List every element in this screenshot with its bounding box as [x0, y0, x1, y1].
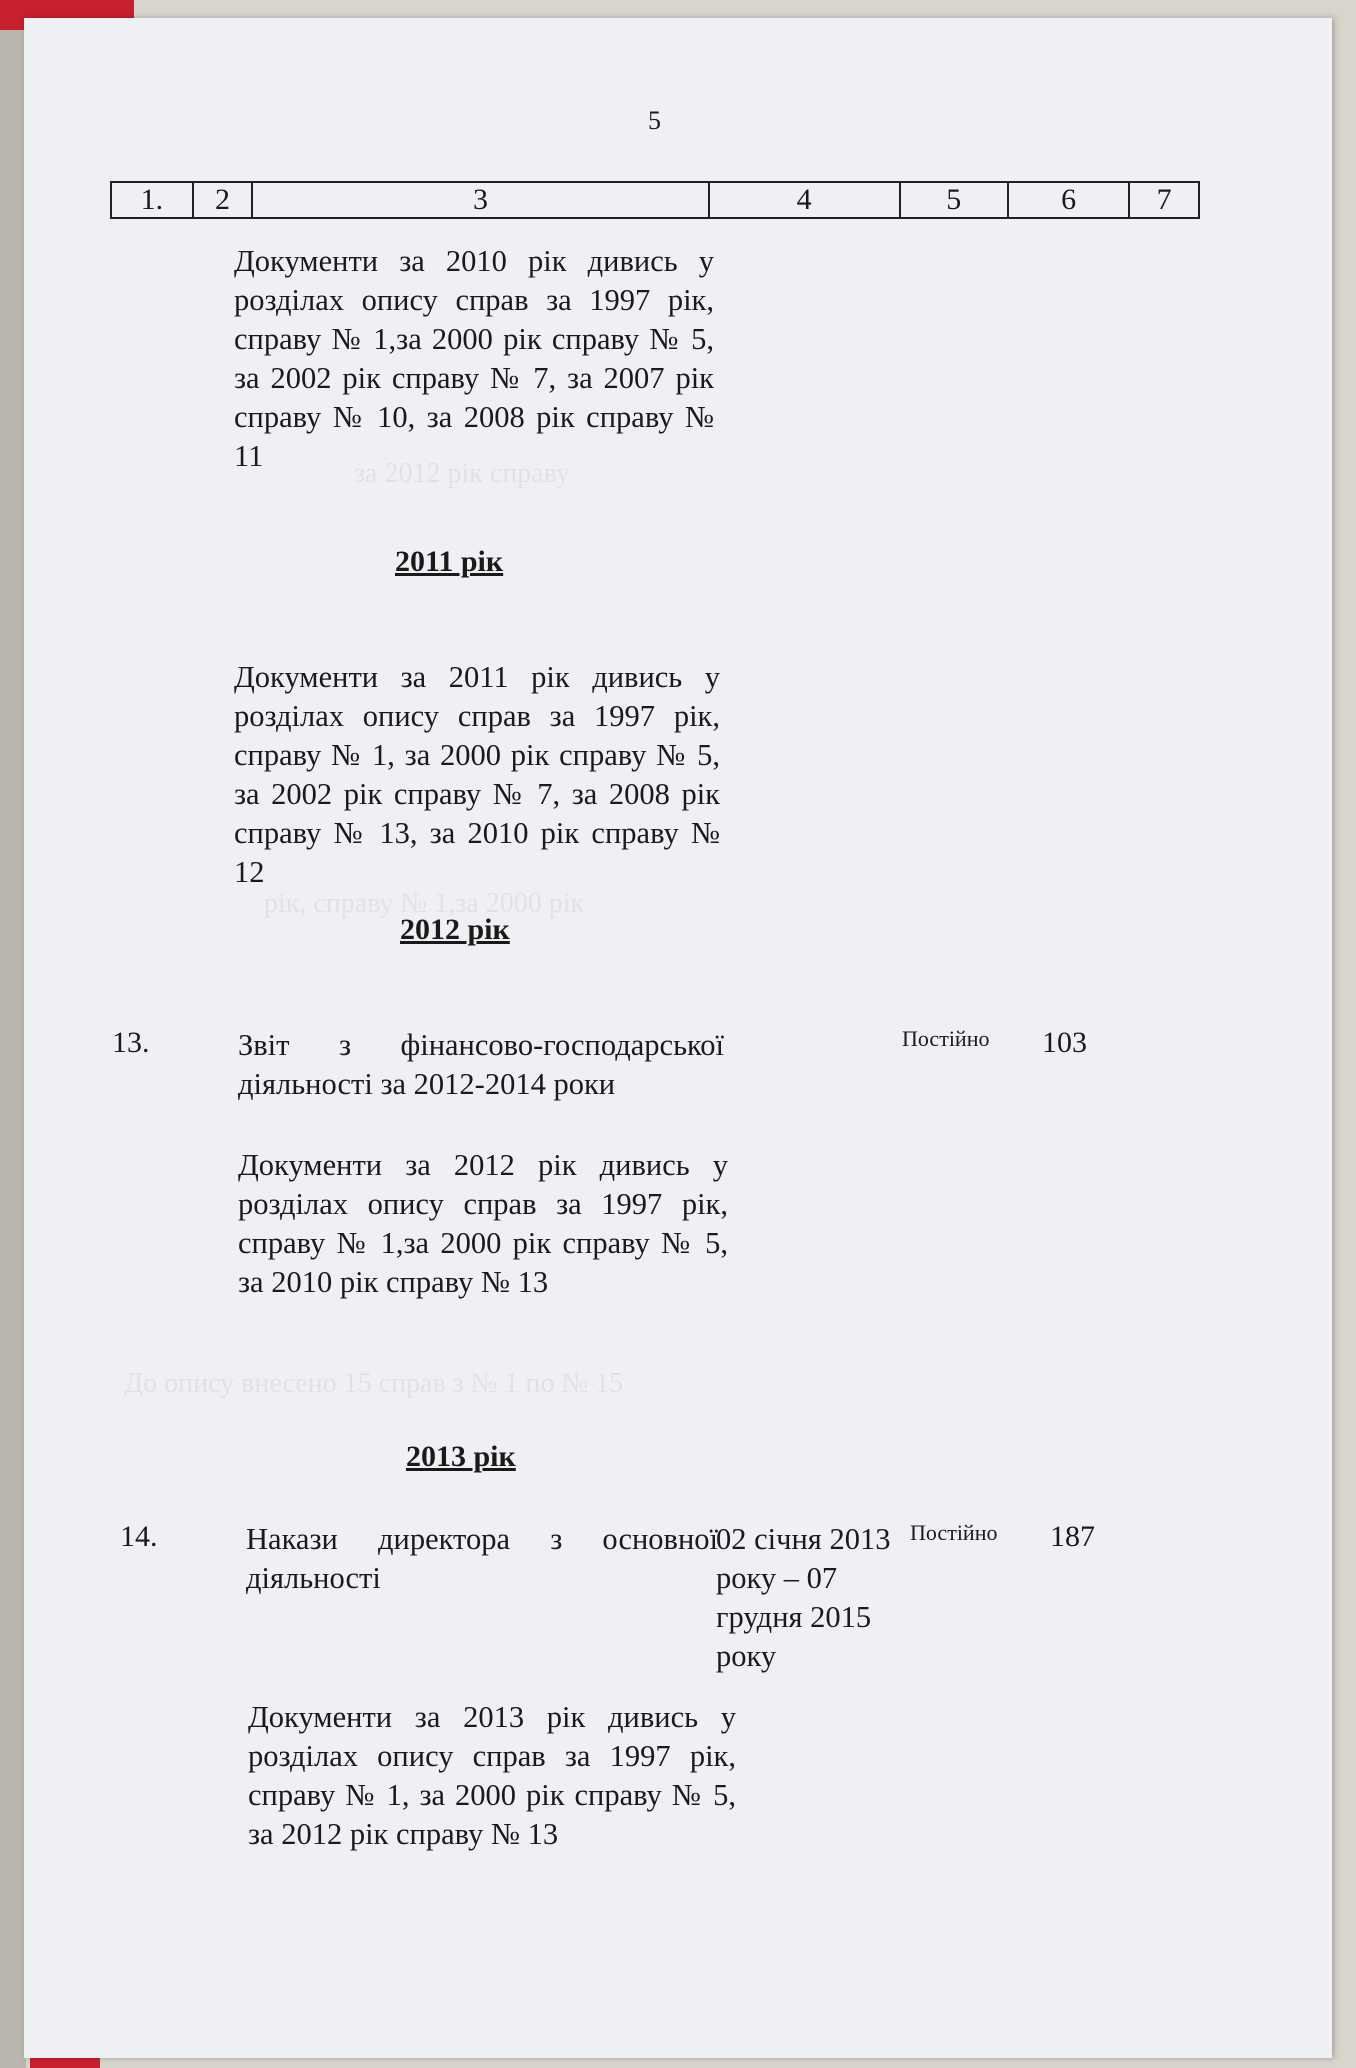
column-header: 2 — [193, 182, 253, 218]
docs-reference-2011: Документи за 2011 рік дивись у розділах опису справ за 1997 рік, справу № 1, за 2000 рік справу № 5, за 2002 рік справу № 7, за 2008 рік справу № 13, за 2010 рік справу № 12 — [234, 660, 720, 889]
column-header: 7 — [1129, 182, 1199, 218]
year-heading-2012: 2012 рік — [400, 913, 510, 946]
entry-date-range: 02 січня 2013 року – 07 грудня 2015 року — [716, 1522, 891, 1673]
column-header-row — [110, 181, 1200, 219]
entry-title: Звіт з фінансово-господарської діяльності за 2012-2014 роки — [238, 1028, 724, 1101]
entry-storage-term: Постійно — [910, 1520, 998, 1545]
docs-reference-2010: Документи за 2010 рік дивись у розділах опису справ за 1997 рік, справу № 1,за 2000 рік справу № 5, за 2002 рік справу № 7, за 2007 рік справу № 10, за 2008 рік справу № 11 — [234, 244, 714, 473]
column-header: 4 — [709, 182, 900, 218]
docs-reference-2012: Документи за 2012 рік дивись у розділах опису справ за 1997 рік, справу № 1,за 2000 рік справу № 5, за 2010 рік справу № 13 — [238, 1148, 728, 1299]
binding-edge — [0, 0, 26, 2068]
entry-title: Накази директора з основної діяльності — [246, 1522, 718, 1595]
page-number: 5 — [648, 106, 661, 135]
column-header: 3 — [252, 182, 708, 218]
bleed-through-text: за 2012 рік справу — [354, 458, 570, 489]
bleed-through-text: рік, справу № 1,за 2000 рік — [264, 888, 585, 919]
entry-storage-term: Постійно — [902, 1026, 990, 1051]
entry-page-count: 187 — [1050, 1520, 1095, 1553]
bleed-through-text: До опису внесено 15 справ з № 1 по № 15 — [124, 1368, 624, 1399]
year-heading-2011: 2011 рік — [395, 545, 504, 578]
entry-page-count: 103 — [1042, 1026, 1087, 1059]
entry-number: 13. — [112, 1026, 150, 1059]
column-header: 5 — [900, 182, 1008, 218]
document-page — [24, 18, 1332, 2058]
column-header: 1. — [111, 182, 193, 218]
docs-reference-2013: Документи за 2013 рік дивись у розділах опису справ за 1997 рік, справу № 1, за 2000 рік справу № 5, за 2012 рік справу № 13 — [248, 1700, 736, 1851]
entry-number: 14. — [120, 1520, 158, 1553]
column-header: 6 — [1008, 182, 1129, 218]
year-heading-2013: 2013 рік — [406, 1440, 516, 1473]
